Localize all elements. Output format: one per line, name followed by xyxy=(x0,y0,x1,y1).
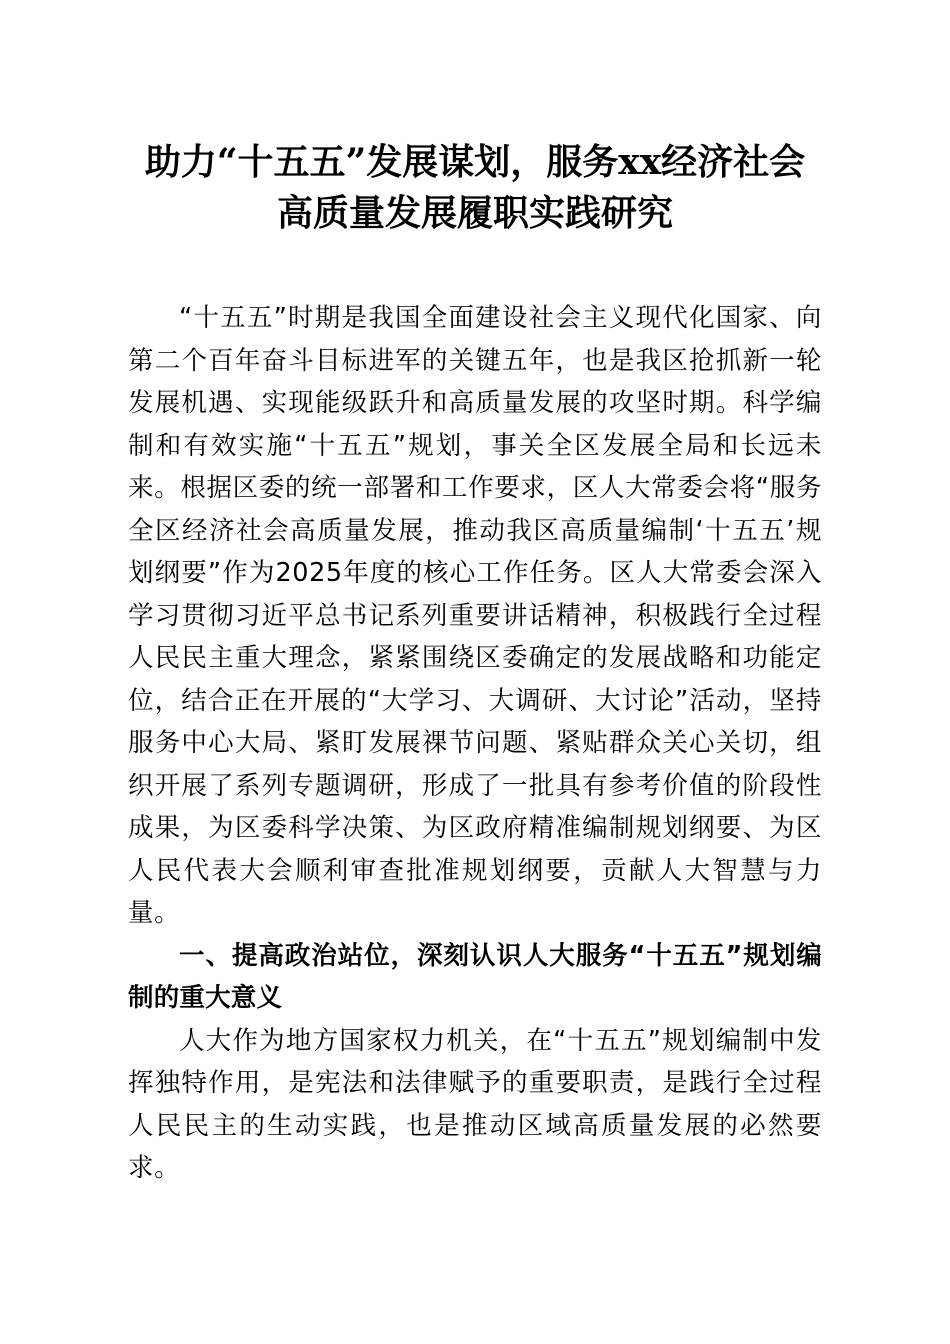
document-title-line-2: 高质量发展履职实践研究 xyxy=(276,192,673,234)
document-title xyxy=(128,137,822,239)
document-title-line-1: 助力“十五五”发展谋划，服务xx经济社会 xyxy=(144,141,806,183)
section-1-paragraph: 人大作为地方国家权力机关，在“十五五”规划编制中发挥独特作用，是宪法和法律赋予的重要职责，是践行全过程人民民主的生动实践，也是推动区域高质量发展的必然要求。 xyxy=(128,1025,822,1183)
document-body xyxy=(128,297,822,1190)
intro-paragraph: “十五五”时期是我国全面建设社会主义现代化国家、向第二个百年奋斗目标进军的关键五年，也是我区抢抓新一轮发展机遇、实现能级跃升和高质量发展的攻坚时期。科学编制和有效实施“十五五”规划，事关全区发展全局和长远未来。根据区委的统一部署和工作要求，区人大常委会将“服务全区经济社会高质量发展，推动我区高质量编制‘十五五’规划纲要”作为2025年度的核心工作任务。区人大常委会深入学习贯彻习近平总书记系列重要讲话精神，积极践行全过程人民民主重大理念，紧紧围绕区委确定的发展战略和功能定位，结合正在开展的“大学习、大调研、大讨论”活动，坚持服务中心大局、紧盯发展祼节问题、紧贴群众关心关切，组织开展了系列专题调研，形成了一批具有参考价值的阶段性成果，为区委科学决策、为区政府精准编制规划纲要、为区人民代表大会顺利审查批准规划纲要，贡献人大智慧与力量。 xyxy=(128,303,822,928)
section-1-heading: 一、提高政治站位，深刻认识人大服务“十五五”规划编制的重大意义 xyxy=(128,940,822,1013)
